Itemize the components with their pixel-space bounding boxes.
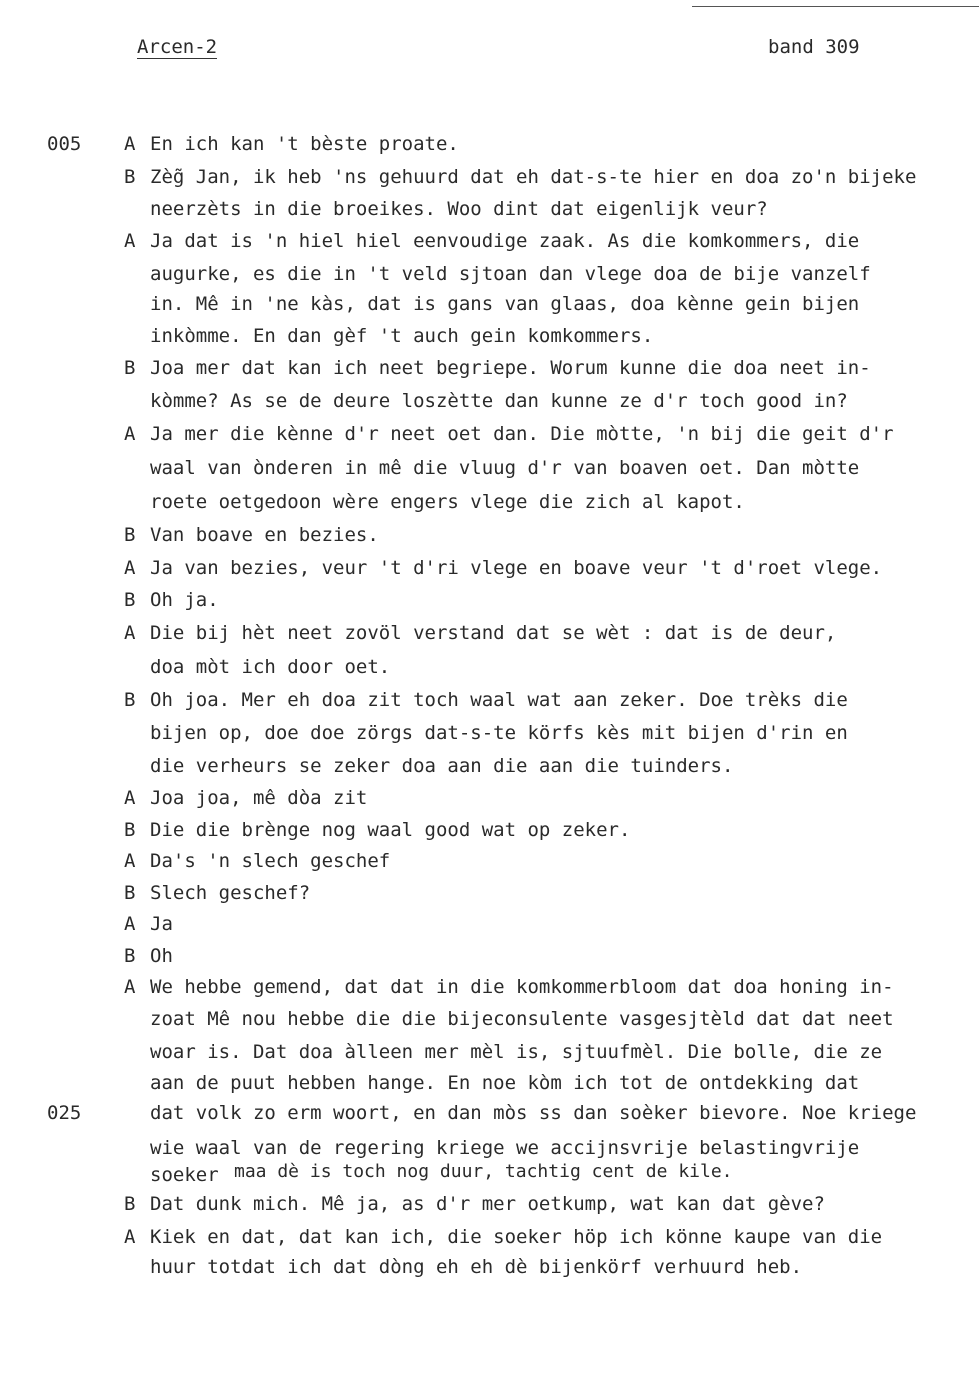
- transcript-line: zoat Mê nou hebbe die die bijeconsulente vasgesjtèld dat dat neet: [150, 1008, 894, 1030]
- speaker-label: A: [124, 557, 136, 579]
- speaker-label: B: [124, 589, 136, 611]
- transcript-line: Oh: [150, 945, 173, 967]
- line-number: 025: [47, 1102, 82, 1124]
- speaker-label: B: [124, 882, 136, 904]
- transcript-line: Oh ja.: [150, 589, 219, 611]
- transcript-line: die verheurs se zeker doa aan die aan die tuinders.: [150, 755, 734, 777]
- speaker-label: B: [124, 689, 136, 711]
- speaker-label: A: [124, 913, 136, 935]
- speaker-label: B: [124, 945, 136, 967]
- transcript-line: woar is. Dat doa àlleen mer mèl is, sjtuufmèl. Die bolle, die ze: [150, 1041, 883, 1063]
- transcript-line: kòmme? As se de deure loszètte dan kunne ze d'r toch good in?: [150, 390, 848, 412]
- transcript-line: Joa joa, mê dòa zit: [150, 787, 368, 809]
- transcript-line: bijen op, doe doe zörgs dat-s-te körfs kès mit bijen d'rin en: [150, 722, 848, 744]
- transcript-line: waal van ònderen in mê die vluug d'r van boaven oet. Dan mòtte: [150, 457, 860, 479]
- speaker-label: B: [124, 819, 136, 841]
- speaker-label: A: [124, 230, 136, 252]
- transcript-line: aan de puut hebben hange. En noe kòm ich tot de ontdekking dat: [150, 1072, 860, 1094]
- speaker-label: A: [124, 1226, 136, 1248]
- transcript-line: Van boave en bezies.: [150, 524, 379, 546]
- transcript-line: Ja van bezies, veur 't d'ri vlege en boave veur 't d'roet vlege.: [150, 557, 883, 579]
- transcript-line: Kiek en dat, dat kan ich, die soeker höp ich könne kaupe van die: [150, 1226, 883, 1248]
- line-number: 005: [47, 133, 82, 155]
- transcript-line: wie waal van de regering kriege we accijnsvrije belastingvrije: [150, 1137, 860, 1159]
- transcript-line: Ja mer die kènne d'r neet oet dan. Die mòtte, 'n bij die geit d'r: [150, 423, 894, 445]
- transcript-line: Da's 'n slech geschef: [150, 850, 391, 872]
- transcript-line: Dat dunk mich. Mê ja, as d'r mer oetkump, wat kan dat gève?: [150, 1193, 825, 1215]
- transcript-line: Ja dat is 'n hiel hiel eenvoudige zaak. As die komkommers, die: [150, 230, 860, 252]
- speaker-label: B: [124, 357, 136, 379]
- transcript-line: inkòmme. En dan gèf 't auch gein komkommers.: [150, 325, 654, 347]
- transcript-line: Die bij hèt neet zovöl verstand dat se wèt : dat is de deur,: [150, 622, 837, 644]
- transcript-line: maa dè is toch nog duur, tachtig cent de kile.: [234, 1161, 733, 1182]
- transcript-line: soeker: [150, 1164, 219, 1186]
- transcript-line: Slech geschef?: [150, 882, 311, 904]
- header-right: band 309: [768, 36, 860, 58]
- transcript-line: dat volk zo erm woort, en dan mòs ss dan soèker bievore. Noe kriege: [150, 1102, 917, 1124]
- speaker-label: A: [124, 850, 136, 872]
- transcript-line: doa mòt ich door oet.: [150, 656, 391, 678]
- transcript-line: En ich kan 't bèste proate.: [150, 133, 459, 155]
- speaker-label: B: [124, 1193, 136, 1215]
- transcript-line: huur totdat ich dat dòng eh eh dè bijenkörf verhuurd heb.: [150, 1256, 803, 1278]
- speaker-label: A: [124, 976, 136, 998]
- speaker-label: A: [124, 787, 136, 809]
- transcript-line: Joa mer dat kan ich neet begriepe. Worum kunne die doa neet in-: [150, 357, 871, 379]
- transcript-line: Ja: [150, 913, 173, 935]
- transcript-line: neerzèts in die broeikes. Woo dint dat eigenlijk veur?: [150, 198, 768, 220]
- header-left: Arcen-2: [137, 36, 218, 58]
- transcript-line: in. Mê in 'ne kàs, dat is gans van glaas, doa kènne gein bijen: [150, 293, 860, 315]
- transcript-line: Die die brènge nog waal good wat op zeker.: [150, 819, 631, 841]
- transcript-line: Oh joa. Mer eh doa zit toch waal wat aan zeker. Doe trèks die: [150, 689, 848, 711]
- transcript-line: We hebbe gemend, dat dat in die komkommerbloom dat doa honing in-: [150, 976, 894, 998]
- speaker-label: A: [124, 423, 136, 445]
- transcript-line: Zèg̃ Jan, ik heb 'ns gehuurd dat eh dat-s-te hier en doa zo'n bijeke: [150, 166, 917, 188]
- speaker-label: B: [124, 524, 136, 546]
- speaker-label: B: [124, 166, 136, 188]
- transcript-line: augurke, es die in 't veld sjtoan dan vlege doa de bije vanzelf: [150, 263, 871, 285]
- speaker-label: A: [124, 133, 136, 155]
- top-rule: [692, 6, 979, 7]
- transcript-line: roete oetgedoon wère engers vlege die zich al kapot.: [150, 491, 745, 513]
- speaker-label: A: [124, 622, 136, 644]
